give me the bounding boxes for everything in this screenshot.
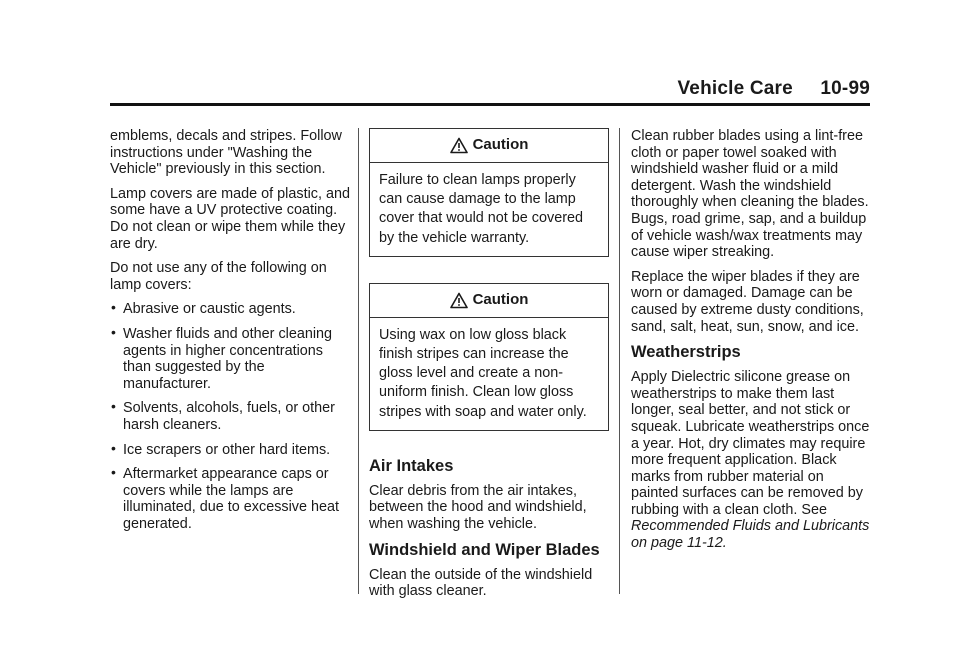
caution-box-2 [369, 283, 609, 431]
list-item: • Solvents, alcohols, fuels, or other harsh cleaners. [110, 400, 350, 433]
column-3 [631, 128, 871, 560]
column-divider-1 [358, 128, 359, 594]
column-1 [110, 128, 350, 540]
bullet-list [110, 301, 350, 532]
paragraph [631, 369, 871, 552]
list-item: • Washer fluids and other cleaning agents in higher concentrations than suggested by the manufacturer. [110, 326, 350, 392]
caution-title: Caution [472, 136, 529, 154]
paragraph: Do not use any of the following on lamp covers: [110, 260, 327, 293]
section-title: Vehicle Care [677, 78, 793, 99]
paragraph: emblems, decals and stripes. Follow instructions under "Washing the Vehicle" previously in this section. [110, 128, 342, 178]
caution-triangle-icon [450, 137, 468, 154]
paragraph-text: Apply Dielectric silicone grease on weatherstrips to make them last longer, seal better, and not stick or squeak. Lubricate weatherstrips once a year. Hot, dry climates may require more frequent application. Black marks from rubber material on painted surfaces can be removed by rubbing with a clean cloth. See [631, 369, 870, 518]
paragraph: Replace the wiper blades if they are worn or damaged. Damage can be caused by extreme dusty conditions, sand, salt, heat, sun, snow, and ice. [631, 268, 864, 335]
caution-body: Using wax on low gloss black finish stripes can increase the gloss level and create a non-uniform finish. Clean low gloss stripes with soap and water only. [379, 326, 587, 420]
heading-air-intakes: Air Intakes [369, 456, 454, 475]
header-rule [110, 103, 870, 106]
column-divider-2 [619, 128, 620, 594]
list-item: • Abrasive or caustic agents. [110, 301, 350, 318]
list-item: • Aftermarket appearance caps or covers while the lamps are illuminated, due to excessive heat generated. [110, 466, 350, 532]
cross-reference-link[interactable]: Recommended Fluids and Lubricants on page 11-12. [631, 518, 870, 552]
paragraph: Lamp covers are made of plastic, and some have a UV protective coating. Do not clean or wipe them while they are dry. [110, 185, 350, 252]
paragraph: Clear debris from the air intakes, between the hood and windshield, when washing the vehicle. [369, 482, 587, 533]
caution-header [370, 284, 608, 318]
heading-windshield-wiper: Windshield and Wiper Blades [369, 540, 600, 559]
paragraph: Clean the outside of the windshield with glass cleaner. [369, 566, 593, 600]
list-item: • Ice scrapers or other hard items. [110, 442, 350, 459]
caution-body: Failure to clean lamps properly can cause damage to the lamp cover that would not be covered by the vehicle warranty. [379, 172, 583, 246]
page-number: 10-99 [820, 78, 870, 99]
caution-triangle-icon [450, 292, 468, 309]
caution-header [370, 129, 608, 163]
paragraph: Clean rubber blades using a lint-free cloth or paper towel soaked with windshield washer fluid or a mild detergent. Wash the windshield thoroughly when cleaning the blades. Bugs, road grime, sap, and a buildup of vehicle wash/wax treatments may cause wiper streaking. [631, 128, 869, 261]
page-header [110, 78, 870, 106]
caution-title: Caution [472, 291, 529, 309]
heading-weatherstrips: Weatherstrips [631, 343, 741, 362]
column-2 [369, 128, 609, 608]
caution-box-1 [369, 128, 609, 257]
